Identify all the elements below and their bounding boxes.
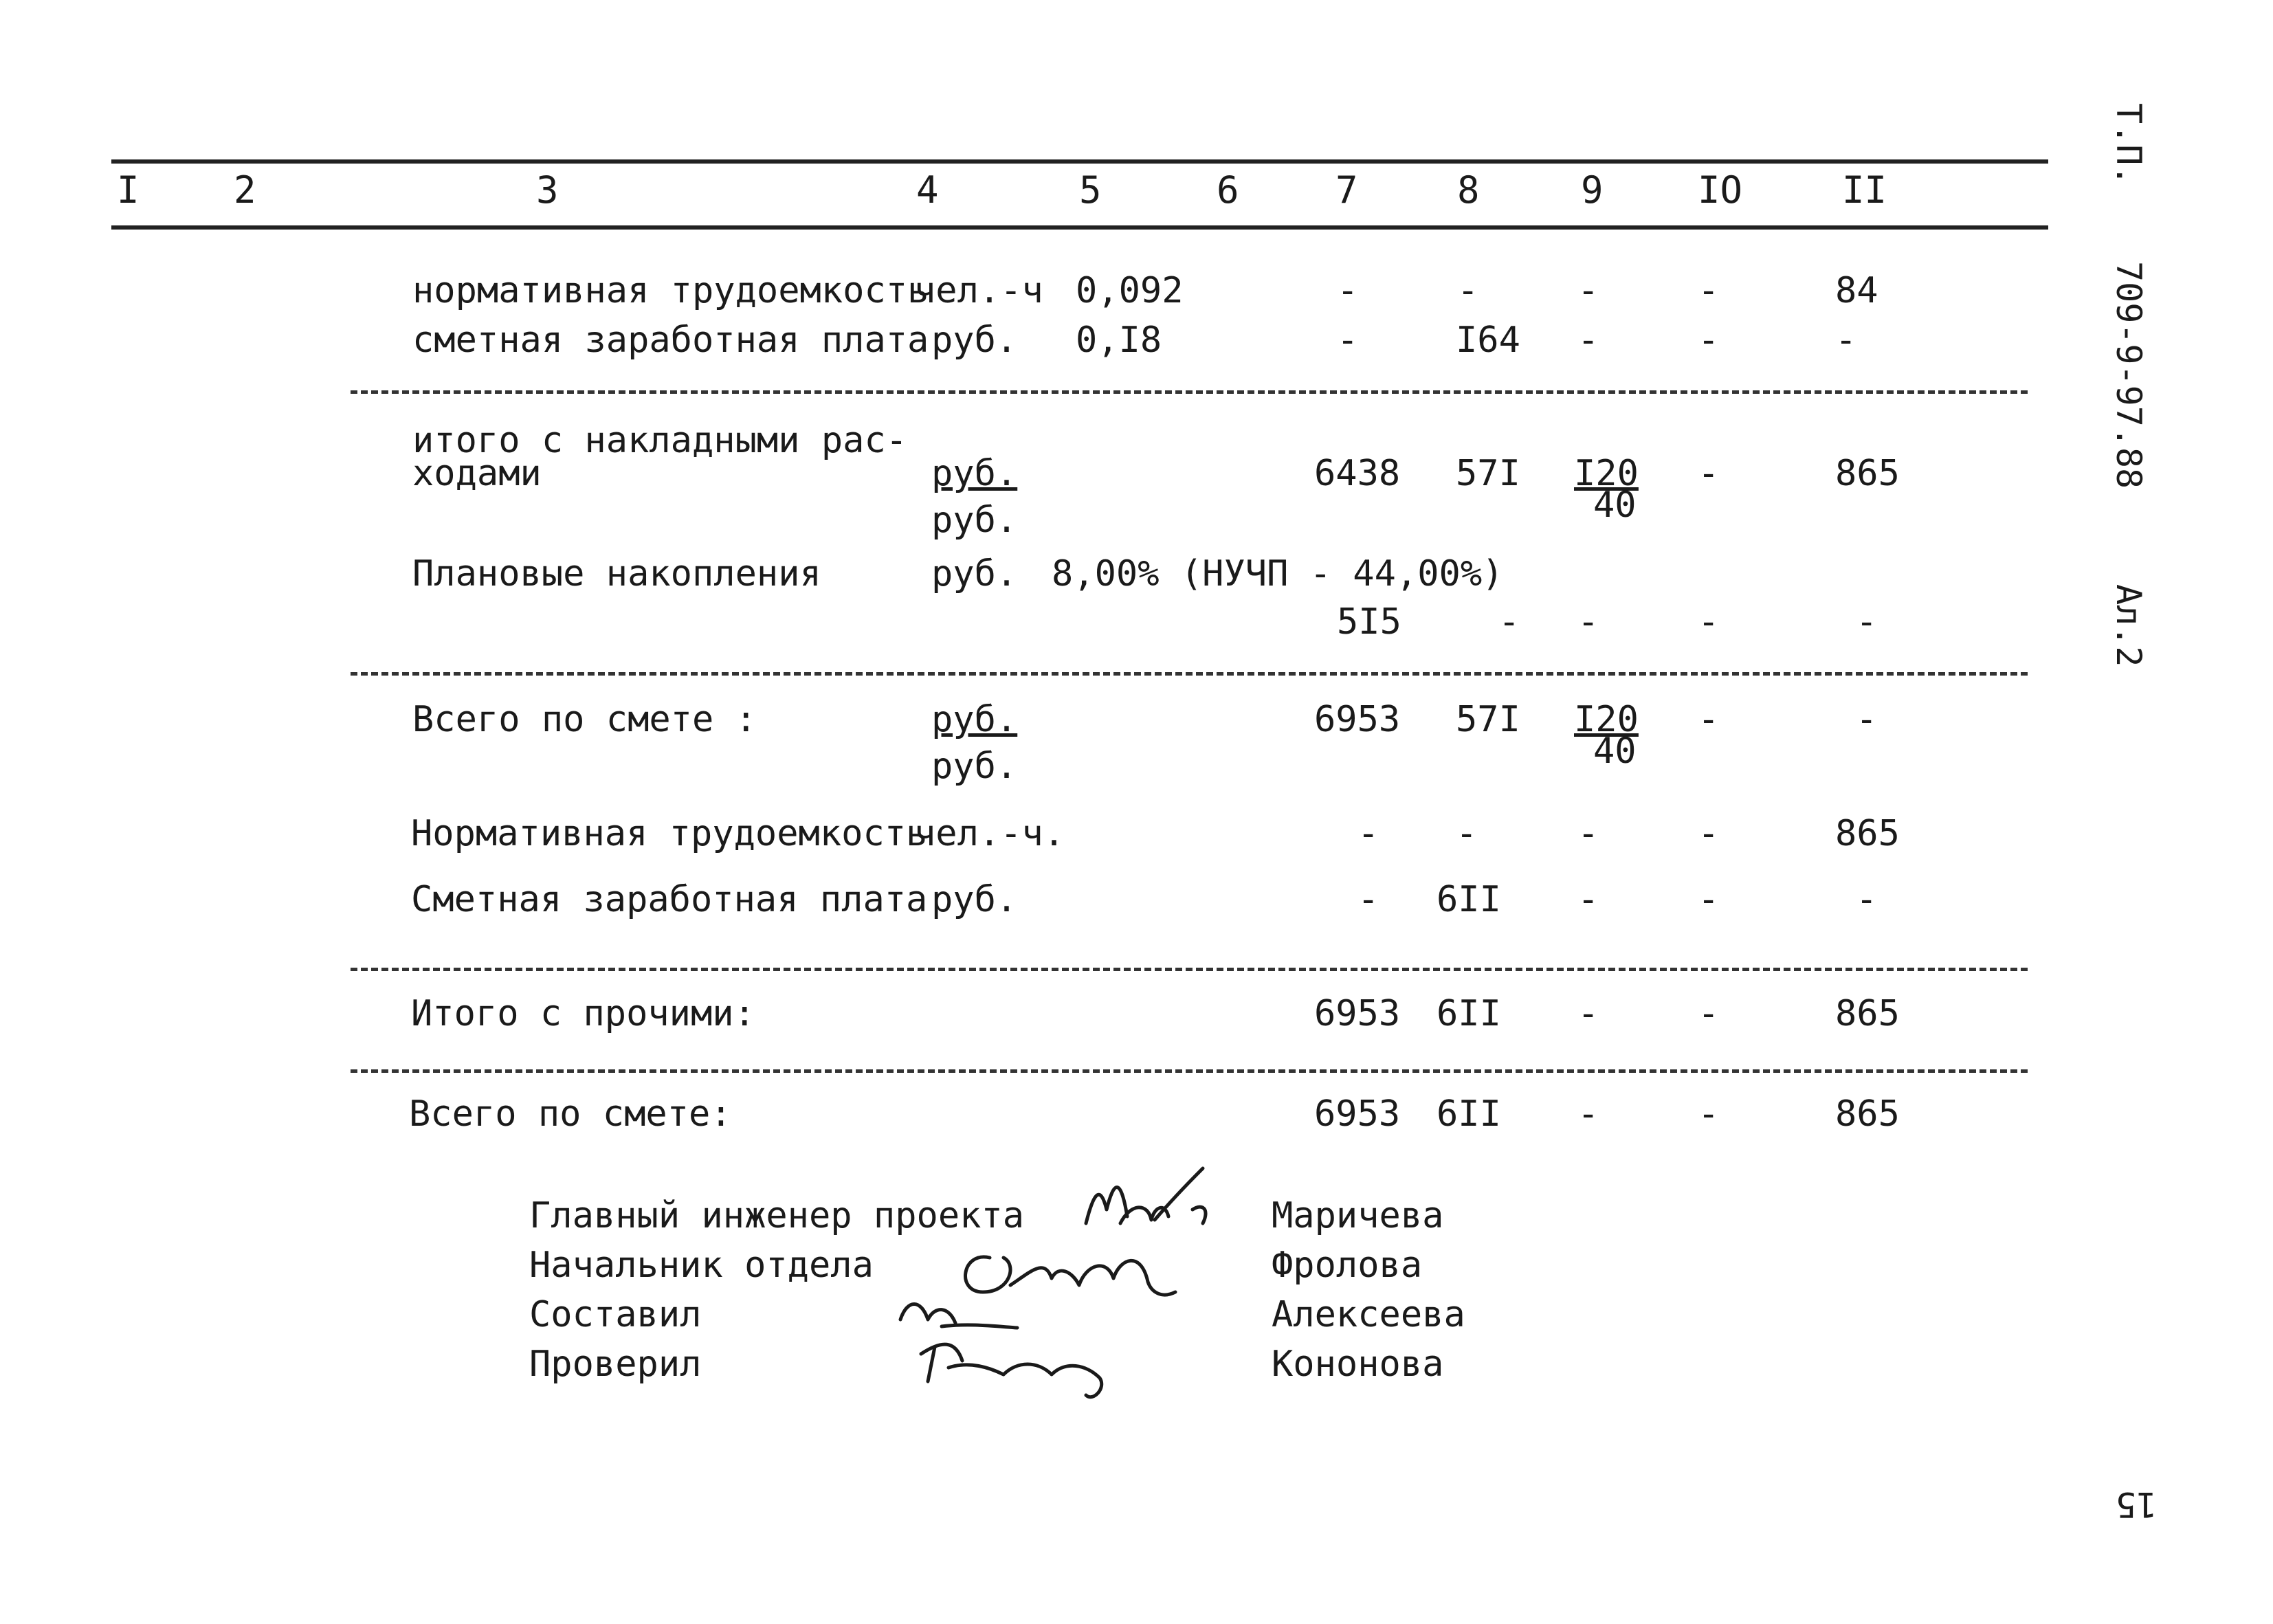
- row-wage2-c9: -: [1577, 879, 1599, 920]
- signature-name-1: Маричева: [1272, 1195, 1444, 1236]
- row-overhead-unit-2: руб.: [931, 500, 1018, 541]
- row-grand-c7: 6953: [1314, 1093, 1401, 1135]
- row-wage2-c10: -: [1698, 879, 1720, 920]
- signature-name-3: Алексеева: [1272, 1294, 1465, 1335]
- row-wage-c10: -: [1698, 320, 1720, 361]
- row-wage2-unit: руб.: [931, 879, 1018, 920]
- header-bottom-rule: [111, 225, 2048, 230]
- row-total1-unit-2: руб.: [931, 746, 1018, 787]
- row-grand-c9: -: [1577, 1093, 1599, 1135]
- row-planned-c10: -: [1698, 601, 1720, 643]
- col-header-1: I: [117, 168, 140, 212]
- row-planned-label: Плановые накопления: [412, 553, 821, 594]
- signature-name-2: Фролова: [1272, 1245, 1423, 1286]
- row-total1-c9-top: I20: [1574, 699, 1639, 740]
- row-planned-c9: -: [1577, 601, 1599, 643]
- row-norm-labor-c7: -: [1337, 270, 1359, 311]
- row-wage2-label: Сметная заработная плата: [411, 879, 928, 920]
- row-wage-c8: I64: [1456, 320, 1520, 361]
- row-other-c8: 6II: [1437, 993, 1501, 1034]
- row-planned-c11: -: [1856, 601, 1878, 643]
- col-header-10: IO: [1698, 168, 1743, 212]
- signature-name-4: Кононова: [1272, 1344, 1444, 1385]
- col-header-7: 7: [1335, 168, 1358, 212]
- row-wage2-c11: -: [1856, 879, 1878, 920]
- col-header-4: 4: [916, 168, 939, 212]
- signature-mark-1: [1086, 1168, 1206, 1223]
- row-norm-labor2-unit: чел.-ч.: [914, 813, 1065, 854]
- row-norm-labor2-c11: 865: [1835, 813, 1900, 854]
- side-project-number: 709-9-97.88: [2109, 261, 2149, 489]
- col-header-11: II: [1842, 168, 1887, 212]
- row-other-c10: -: [1698, 993, 1720, 1034]
- row-overhead-c8: 57I: [1456, 453, 1520, 494]
- row-wage-c9: -: [1577, 320, 1599, 361]
- row-grand-c11: 865: [1835, 1093, 1900, 1135]
- row-overhead-label-2: ходами: [412, 453, 542, 494]
- row-overhead-label-1: итого с накладными рас-: [412, 420, 908, 461]
- row-norm-labor2-c7: -: [1357, 813, 1379, 854]
- row-wage2-c8: 6II: [1437, 879, 1501, 920]
- row-wage-c5: 0,I8: [1076, 320, 1162, 361]
- row-overhead-c11: 865: [1835, 453, 1900, 494]
- row-planned-c7: 5I5: [1337, 601, 1401, 643]
- row-norm-labor-unit: чел.-ч: [914, 270, 1043, 311]
- row-grand-c10: -: [1698, 1093, 1720, 1135]
- row-planned-note: 8,00% (НУЧП - 44,00%): [1052, 553, 1504, 594]
- row-grand-c8: 6II: [1437, 1093, 1501, 1135]
- row-wage-label: сметная заработная плата: [412, 320, 929, 361]
- side-series-label: Т.П.: [2109, 103, 2149, 186]
- row-norm-labor2-label: Нормативная трудоемкость: [411, 813, 928, 854]
- row-planned-c8: -: [1498, 601, 1520, 643]
- col-header-8: 8: [1457, 168, 1480, 212]
- signature-role-2: Начальник отдела: [529, 1245, 874, 1286]
- row-total1-c7: 6953: [1314, 699, 1401, 740]
- row-overhead-c7: 6438: [1314, 453, 1401, 494]
- row-total1-unit-1: руб.: [931, 699, 1018, 740]
- page-number: 15: [2116, 1484, 2158, 1524]
- row-wage-unit: руб.: [931, 320, 1018, 361]
- signature-mark-3: [900, 1304, 1017, 1328]
- row-wage2-c7: -: [1357, 879, 1379, 920]
- signature-mark-2: [966, 1257, 1175, 1295]
- row-total1-c8: 57I: [1456, 699, 1520, 740]
- row-other-c11: 865: [1835, 993, 1900, 1034]
- row-norm-labor-c5: 0,092: [1076, 270, 1184, 311]
- row-norm-labor-c9: -: [1577, 270, 1599, 311]
- col-header-6: 6: [1217, 168, 1239, 212]
- row-norm-labor-c8: -: [1457, 270, 1479, 311]
- signature-mark-4: [921, 1344, 1102, 1397]
- row-other-c7: 6953: [1314, 993, 1401, 1034]
- divider-2: [351, 672, 2028, 676]
- signature-role-4: Проверил: [529, 1344, 702, 1385]
- header-top-rule: [111, 159, 2048, 164]
- col-header-5: 5: [1079, 168, 1102, 212]
- signature-role-1: Главный инженер проекта: [529, 1195, 1025, 1236]
- row-overhead-c9-top: I20: [1574, 453, 1639, 494]
- row-norm-labor2-c9: -: [1577, 813, 1599, 854]
- divider-3: [351, 968, 2028, 971]
- row-overhead-unit-1: руб.: [931, 453, 1018, 494]
- col-header-3: 3: [536, 168, 559, 212]
- row-grand-label: Всего по смете:: [409, 1093, 732, 1135]
- signature-role-3: Составил: [529, 1294, 702, 1335]
- row-other-c9: -: [1577, 993, 1599, 1034]
- divider-1: [351, 390, 2028, 394]
- row-overhead-c10: -: [1698, 453, 1720, 494]
- row-total1-c11: -: [1856, 699, 1878, 740]
- row-norm-labor-c11: 84: [1835, 270, 1878, 311]
- row-total1-label: Всего по смете :: [412, 699, 757, 740]
- row-planned-unit: руб.: [931, 553, 1018, 594]
- row-overhead-c9-bottom: 40: [1593, 485, 1637, 526]
- row-wage-c11: -: [1835, 320, 1857, 361]
- side-sheet-label: Ал.2: [2109, 584, 2149, 667]
- row-norm-labor-c10: -: [1698, 270, 1720, 311]
- row-total1-c9-bottom: 40: [1593, 731, 1637, 772]
- row-other-label: Итого с прочими:: [411, 993, 755, 1034]
- col-header-9: 9: [1581, 168, 1604, 212]
- row-norm-labor2-c8: -: [1456, 813, 1478, 854]
- row-norm-labor2-c10: -: [1698, 813, 1720, 854]
- row-total1-c10: -: [1698, 699, 1720, 740]
- col-header-2: 2: [234, 168, 256, 212]
- row-wage-c7: -: [1337, 320, 1359, 361]
- divider-4: [351, 1069, 2028, 1073]
- handwritten-signatures: [880, 1155, 1237, 1416]
- row-norm-labor-label: нормативная трудоемкость: [412, 270, 929, 311]
